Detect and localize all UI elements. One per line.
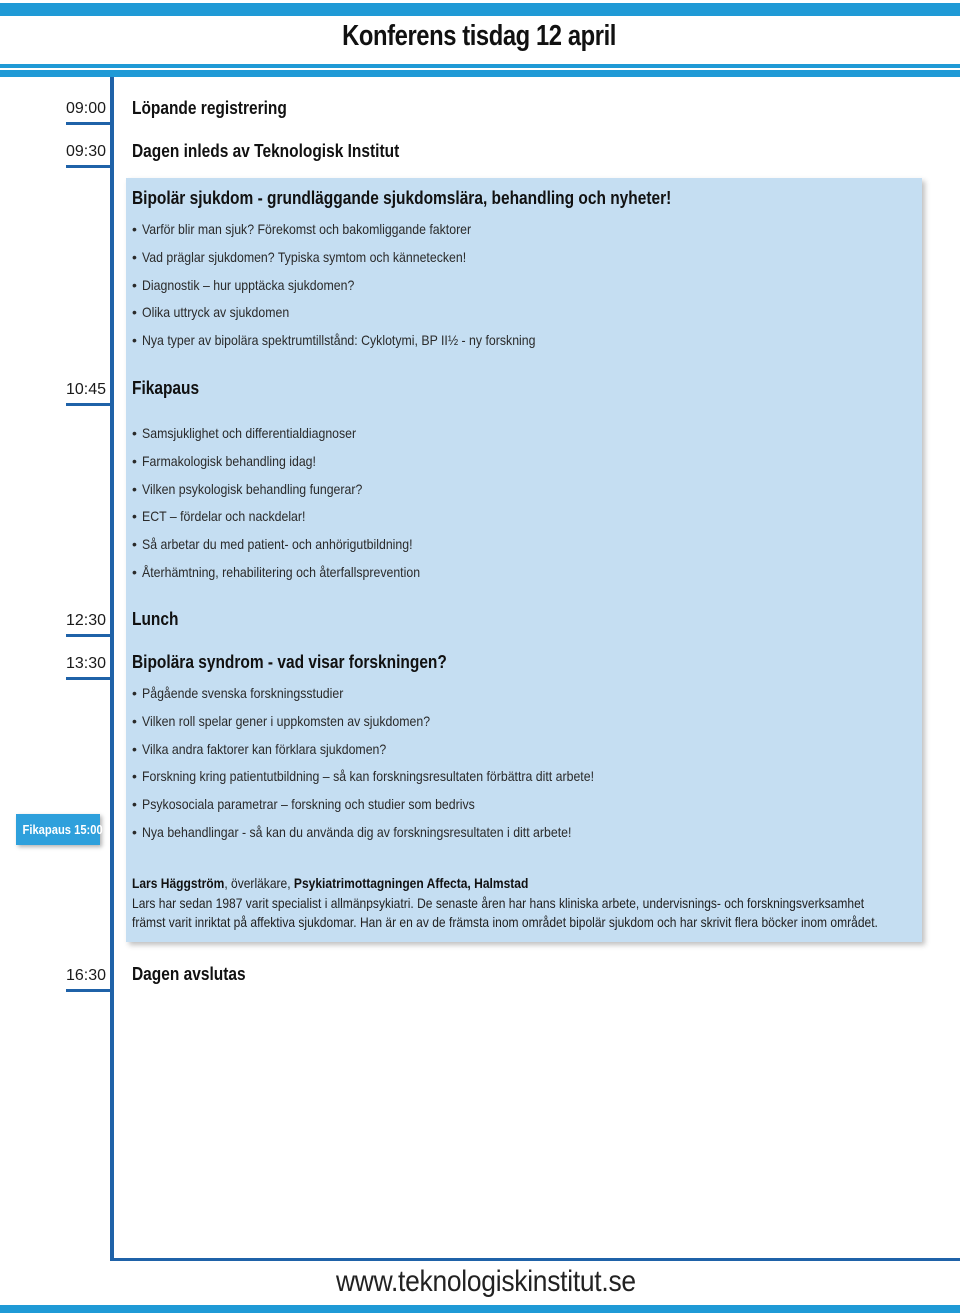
speaker-role: , överläkare, <box>224 875 294 891</box>
list-item: • Farmakologisk behandling idag! <box>132 452 316 469</box>
session1-title: Bipolär sjukdom - grundläggande sjukdomslära, behandling och nyheter! <box>132 188 672 208</box>
list-item: • Diagnostik – hur upptäcka sjukdomen? <box>132 276 355 293</box>
time-0930: 09:30 <box>66 143 112 168</box>
footer-url[interactable]: www.teknologiskinstitut.se <box>336 1265 636 1298</box>
header-rule-1 <box>0 64 960 68</box>
time-0900: 09:00 <box>66 100 112 125</box>
speaker-line <box>132 874 820 894</box>
list-item: • Nya typer av bipolära spektrumtillstånd: Cyklotymi, BP II½ - ny forskning <box>132 332 536 349</box>
speaker-info <box>132 874 932 933</box>
bottom-accent-bar <box>0 1305 960 1313</box>
heading-research: Bipolära syndrom - vad visar forskningen? <box>132 652 447 672</box>
fikapaus-badge: Fikapaus 15:00 <box>16 814 100 845</box>
list-item: • Vilka andra faktorer kan förklara sjukdomen? <box>132 740 387 757</box>
list-item: • Forskning kring patientutbildning – så kan forskningsresultaten förbättra ditt arbete! <box>132 768 594 785</box>
list-item: • Psykosociala parametrar – forskning och studier som bedrivs <box>132 796 475 813</box>
header-rule-2 <box>0 70 960 77</box>
time-1230: 12:30 <box>66 612 112 637</box>
list-item: • Vilken roll spelar gener i uppkomsten av sjukdomen? <box>132 712 431 729</box>
speaker-org: Psykiatrimottagningen Affecta, Halmstad <box>293 875 529 891</box>
heading-fikapaus: Fikapaus <box>132 378 200 398</box>
list-item: • Samsjuklighet och differentialdiagnoser <box>132 425 357 441</box>
speaker-name: Lars Häggström <box>132 875 225 891</box>
list-item: • ECT – fördelar och nackdelar! <box>132 508 306 525</box>
list-item: • Pågående svenska forskningsstudier <box>132 685 344 701</box>
time-1630: 16:30 <box>66 967 112 992</box>
page-title: Konferens tisdag 12 april <box>342 20 616 52</box>
session2-bullets <box>132 422 458 589</box>
heading-closing: Dagen avslutas <box>132 964 246 984</box>
speaker-bio-2: främst varit inriktat på affektiva sjukdomar. Han är en av de främsta inom området bipolär sjukdom och har skrivit flera böcker inom området. <box>132 914 878 930</box>
time-1330: 13:30 <box>66 655 112 680</box>
list-item: • Så arbetar du med patient- och anhörigutbildning! <box>132 536 413 553</box>
list-item: • Nya behandlingar - så kan du använda dig av forskningsresultaten i ditt arbete! <box>132 823 572 840</box>
list-item: • Olika uttryck av sjukdomen <box>132 304 290 321</box>
heading-lunch: Lunch <box>132 609 179 629</box>
list-item: • Vilken psykologisk behandling fungerar? <box>132 480 363 497</box>
session3-bullets <box>132 682 656 849</box>
footer-rule <box>110 1258 960 1261</box>
time-1045: 10:45 <box>66 381 112 406</box>
list-item: • Vad präglar sjukdomen? Typiska symtom och kännetecken! <box>132 248 467 265</box>
heading-opening: Dagen inleds av Teknologisk Institut <box>132 141 400 161</box>
top-accent-bar <box>0 3 960 16</box>
session1-bullets <box>132 218 589 357</box>
heading-registration: Löpande registrering <box>132 98 287 118</box>
list-item: • Varför blir man sjuk? Förekomst och bakomliggande faktorer <box>132 221 472 237</box>
list-item: • Återhämtning, rehabilitering och återfallsprevention <box>132 563 421 580</box>
speaker-bio-1: Lars har sedan 1987 varit specialist i allmänpsykiatri. De senaste åren har hans kliniska arbete, undervisnings- och forskningsverksamhet <box>132 894 865 911</box>
